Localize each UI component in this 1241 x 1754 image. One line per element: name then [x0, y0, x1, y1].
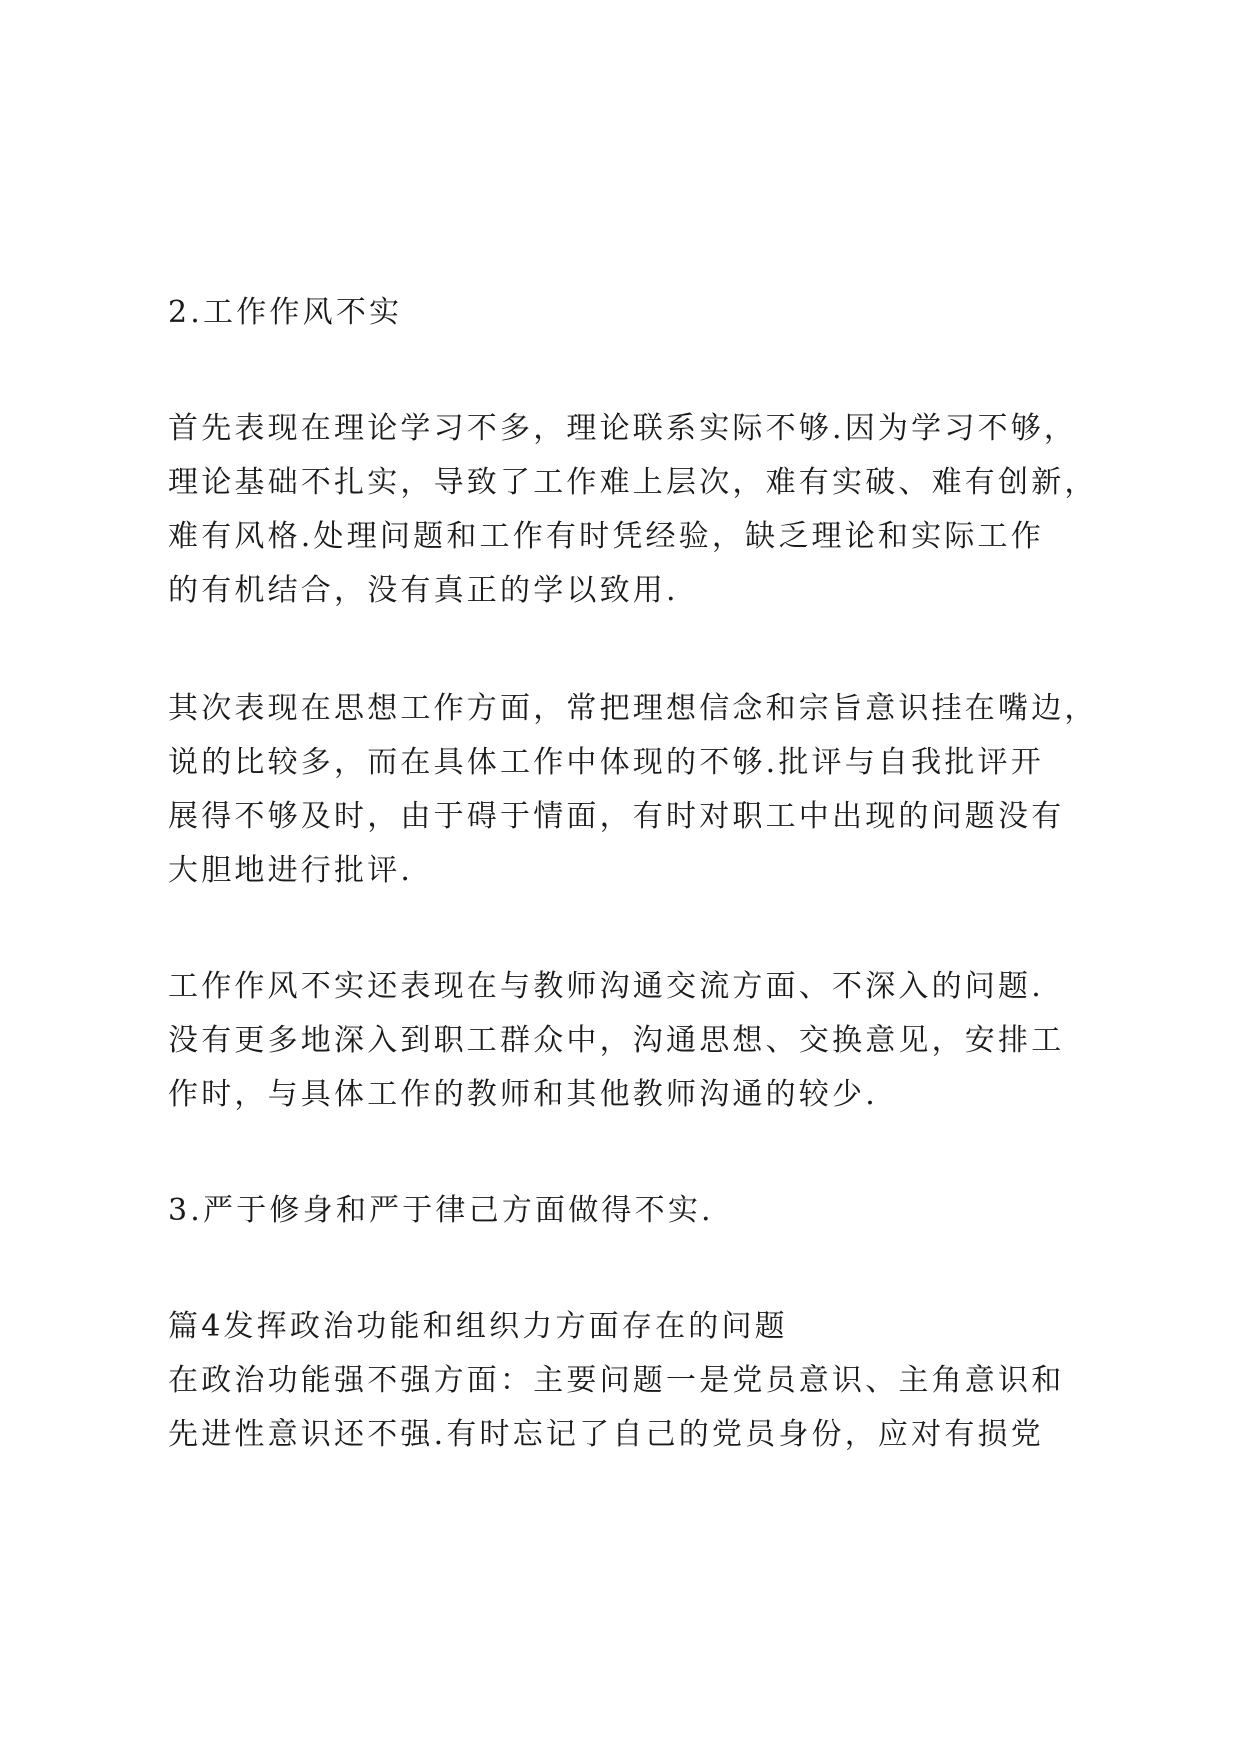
heading-work-style: 2.工作作风不实	[168, 295, 403, 330]
section-title: 篇4发挥政治功能和组织力方面存在的问题	[168, 1309, 788, 1344]
paragraph-line: 展得不够及时，由于碍于情面，有时对职工中出现的问题没有	[168, 799, 1065, 834]
paragraph-line: 先进性意识还不强.有时忘记了自己的党员身份，应对有损党	[168, 1417, 1044, 1452]
paragraph-line: 的有机结合，没有真正的学以致用.	[168, 573, 679, 608]
paragraph-line: 作时，与具体工作的教师和其他教师沟通的较少.	[168, 1077, 878, 1112]
paragraph-line: 工作作风不实还表现在与教师沟通交流方面、不深入的问题.	[168, 969, 1044, 1004]
paragraph-line: 说的比较多，而在具体工作中体现的不够.批评与自我批评开	[168, 745, 1044, 780]
paragraph-line: 难有风格.处理问题和工作有时凭经验，缺乏理论和实际工作	[168, 519, 1044, 554]
heading-self-discipline: 3.严于修身和严于律己方面做得不实.	[168, 1193, 714, 1228]
paragraph-line: 理论基础不扎实，导致了工作难上层次，难有实破、难有创新，	[168, 465, 1098, 500]
paragraph-line: 大胆地进行批评.	[168, 853, 414, 888]
paragraph-line: 没有更多地深入到职工群众中，沟通思想、交换意见，安排工	[168, 1023, 1065, 1058]
paragraph-line: 在政治功能强不强方面：主要问题一是党员意识、主角意识和	[168, 1363, 1065, 1398]
paragraph-line: 其次表现在思想工作方面，常把理想信念和宗旨意识挂在嘴边，	[168, 691, 1098, 726]
paragraph-line: 首先表现在理论学习不多，理论联系实际不够.因为学习不够，	[168, 411, 1078, 446]
